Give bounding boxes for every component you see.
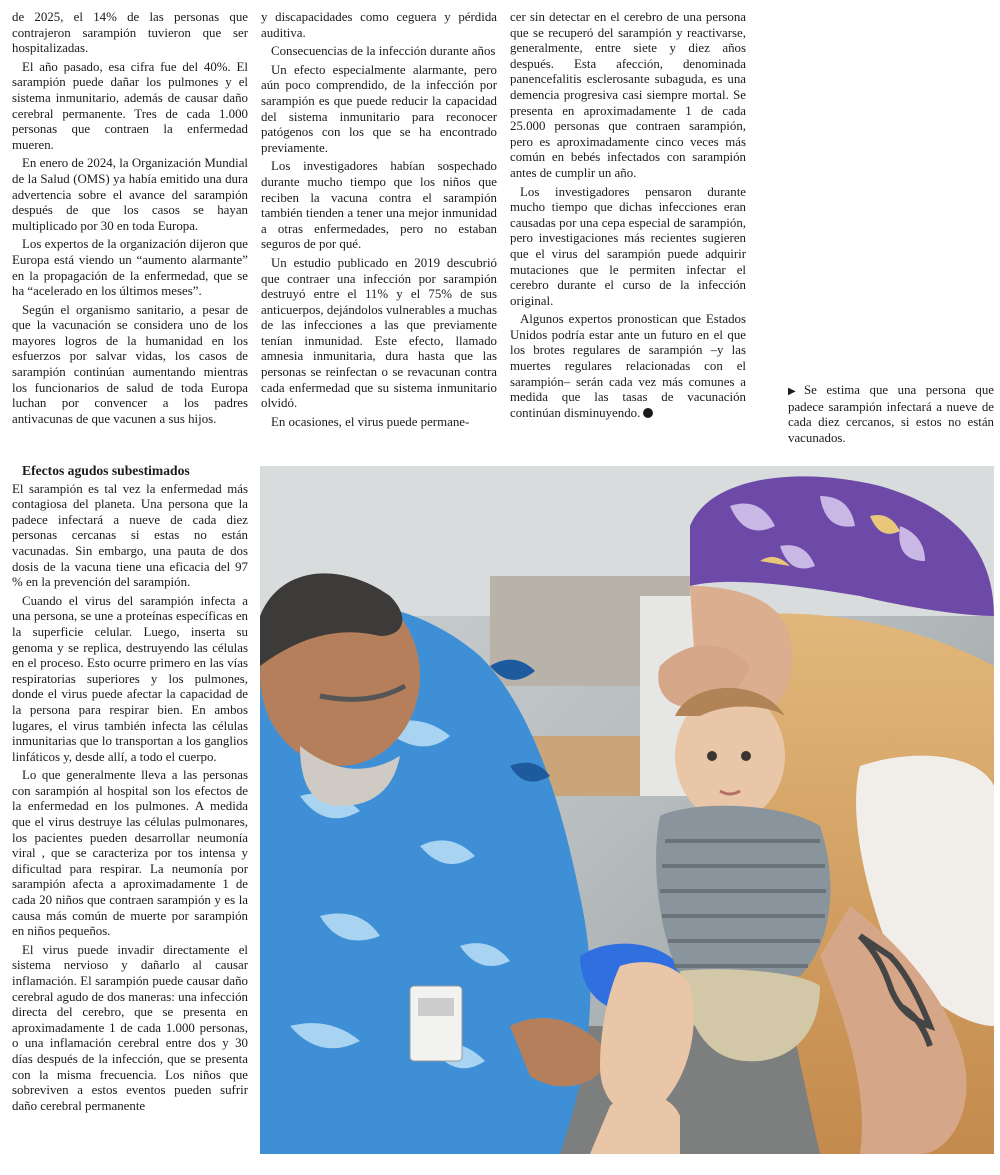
paragraph: Los expertos de la organización dijeron que Europa está viendo un “aumento alarmante” en la propagación de la enfermedad, que se ha “acelerado en los últimos meses”. [12,237,248,299]
id-badge [410,986,462,1061]
paragraph-text: Algunos expertos pronostican que Estados Unidos podría estar ante un futuro en el que los brotes regulares de sarampión –y las muertes regulares relacionadas con el sarampión– serán cada vez más comunes a medida que las tasas de vacunación continúan disminuyendo. [510,312,746,420]
paragraph: Los investigadores habían sospechado durante mucho tiempo que los niños que reciben la vacuna contra el sarampión también tienden a tener una mejor inmunidad a otras enfermedades, pero no estaban seguros de por qué. [261,159,497,252]
caption-text: Se estima que una persona que padece sarampión infectará a nueve de cada diez cercanos, si estos no están vacunados. [788,383,994,445]
section-heading: Efectos agudos subestimados [22,463,190,478]
paragraph: Según el organismo sanitario, a pesar de que la vacunación se considera uno de los mayores logros de la humanidad en los esfuerzos por salvar vidas, los casos de sarampión continúan aumentando mientras los funcionarios de salud de toda Europa luchan por convencer a los padres antivacunas de que vacunen a sus hijos. [12,302,248,426]
paragraph: Un estudio publicado en 2019 descubrió que contraer una infección por sarampión destruyó entre el 11% y el 75% de sus anticuerpos, dejándolos vulnerables a muchas de las infecciones a las que previamente tenían inmunidad. Este efecto, llamado amnesia inmunitaria, dura hasta que las personas se reinfectan o se revacunan contra cada enfermedad que su sistema inmunitario olvidó. [261,255,497,411]
baby-eye-left [707,751,717,761]
section-heading: Consecuencias de la infección durante años [271,44,496,59]
article-column-2 [261,10,497,433]
vaccination-photo [260,466,994,1154]
paragraph: Cuando el virus del sarampión infecta a una persona, se une a proteínas específicas en la superficie celular. Luego, inserta su genoma y se replica, destruyendo las células en el proceso. Esto ocurre primero en las vías respiratorias superiores y los pulmones, donde el virus puede afectar la capacidad de la persona para respirar bien. En ambos lugares, el virus también infecta las células inmunitarias que lo transportan a los ganglios linfáticos y, desde allí, a todo el cuerpo. [12,593,248,764]
end-of-article-bullet-icon [643,408,653,418]
paragraph: Un efecto especialmente alarmante, pero aún poco comprendido, de la infección por sarampión es que puede reducir la capacidad del sistema inmunitario para reconocer patógenos con los que se ha encontrado previamente. [261,62,497,155]
article-column-3 [510,10,746,424]
paragraph: Los investigadores pensaron durante mucho tiempo que dichas infecciones eran causadas por una cepa especial de sarampión, pero investigaciones más recientes sugieren que el virus del sarampión puede adquirir mutaciones que le permiten infectar el cerebro durante el curso de la infección original. [510,184,746,308]
paragraph: En ocasiones, el virus puede permane- [271,414,470,429]
photo-caption [788,383,994,446]
badge-photo [418,998,454,1016]
paragraph: El virus puede invadir directamente el sistema nervioso y dañarlo al causar inflamación. El sarampión puede causar daño cerebral agudo de dos maneras: una infección directa del cerebro, que se presenta en aproximadamente 1 de cada 1.000 personas, o una inflamación cerebral entre dos y 30 días después de la infección, que se presenta con la misma frecuencia. Los niños que sobreviven a estos eventos pueden sufrir daño cerebral permanente [12,942,248,1113]
paragraph: y discapacidades como ceguera y pérdida auditiva. [261,10,497,40]
article-column-1 [12,10,248,430]
paragraph: cer sin detectar en el cerebro de una persona que se recuperó del sarampión y reactivarse, generalmente, entre siete y diez años después. Esta afección, denominada panencefalitis esclerosante subaguda, es una demencia progresiva casi siempre mortal. Se presenta en aproximadamente 1 de cada 25.000 personas que contraen sarampión, pero es aproximadamente cinco veces más común en bebés infectados con sarampión antes de cumplir un año. [510,10,746,180]
paragraph: El año pasado, esa cifra fue del 40%. El sarampión puede dañar los pulmones y el sistema inmunitario, además de causar daño cerebral permanente. Tres de cada 1.000 personas que contraen la enfermedad mueren. [12,59,248,152]
paragraph: El sarampión es tal vez la enfermedad más contagiosa del planeta. Una persona que la padece infectará a nueve de cada diez personas cercanas si estas no están vacunadas. Sin embargo, una pauta de dos dosis de la vacuna tiene una eficacia del 97 % en la prevención del sarampión. [12,481,248,590]
caption-triangle-icon: ▶ [788,386,802,397]
paragraph: En enero de 2024, la Organización Mundial de la Salud (OMS) ya había emitido una dura advertencia sobre el avance del sarampión después de que los casos se hayan multiplicado por 30 en toda Europa. [12,156,248,233]
article-column-1-lower [12,463,248,1117]
vaccination-photo-illustration [260,466,994,1154]
paragraph [510,312,746,421]
baby-eye-right [741,751,751,761]
paragraph: de 2025, el 14% de las personas que contrajeron sarampión tuvieron que ser hospitalizadas. [12,10,248,56]
paragraph: Lo que generalmente lleva a las personas con sarampión al hospital son los efectos de la enfermedad en los pulmones. A medida que el virus destruye las células pulmonares, los pacientes pueden desarrollar neumonía viral , que se caracteriza por tos intensa y dificultad para respirar. La neumonía por sarampión afecta a aproximadamente 1 de cada 20 niños que contraen sarampión y es la causa más común de muerte por sarampión en niños pequeños. [12,768,248,939]
